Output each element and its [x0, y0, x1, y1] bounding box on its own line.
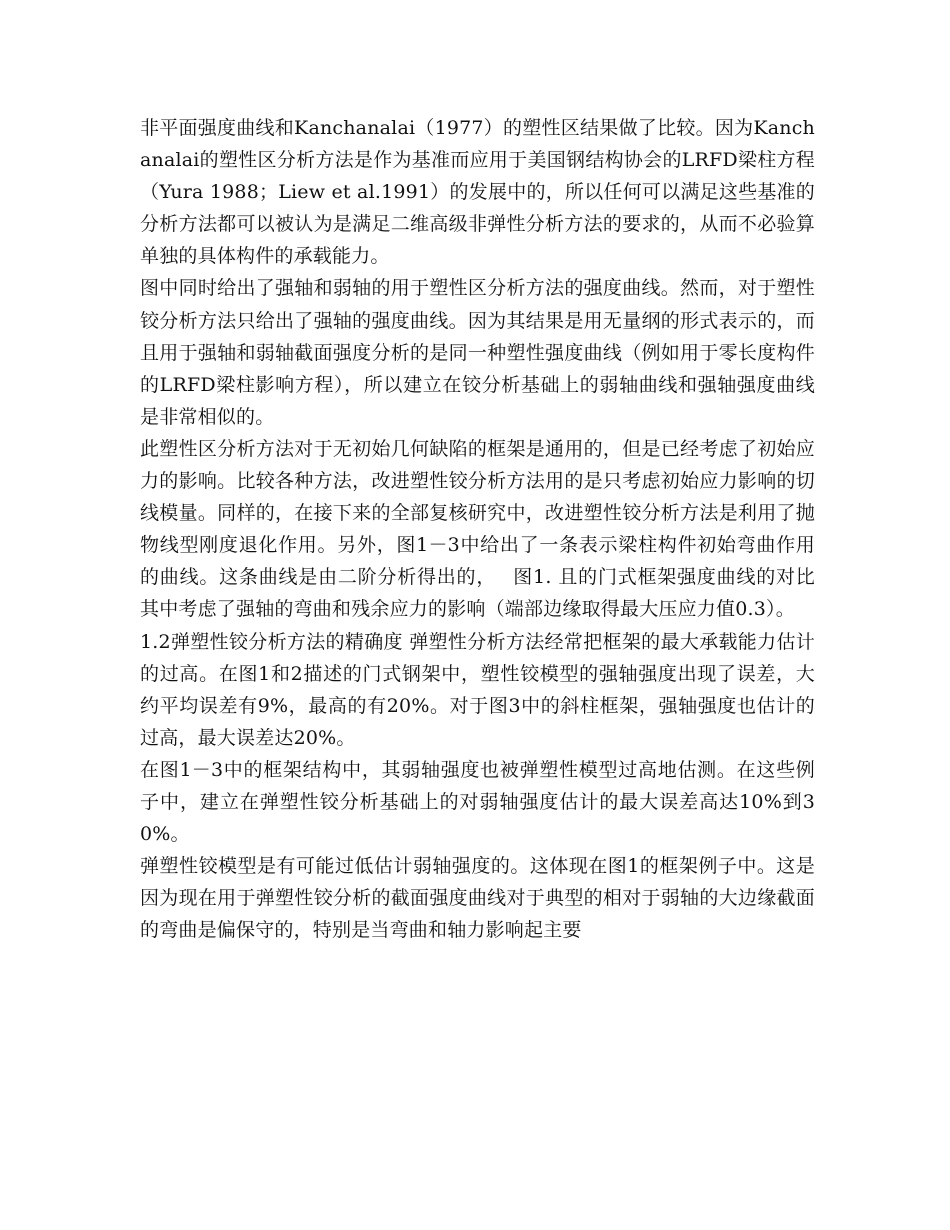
paragraph-1: 非平面强度曲线和Kanchanalai（1977）的塑性区结果做了比较。因为Kanchanalai的塑性区分析方法是作为基准而应用于美国钢结构协会的LRFD梁柱方程（Yura 1988；Liew et al.1991）的发展中的，所以任何可以满足这些基准的分析方法都可以被认为是满足二维高级非弹性分析方法的要求的，从而不必验算单独的具体构件的承载能力。 — [140, 117, 815, 268]
paragraph-2: 图中同时给出了强轴和弱轴的用于塑性区分析方法的强度曲线。然而，对于塑性铰分析方法只给出了强轴的强度曲线。因为其结果是用无量纲的形式表示的，而且用于强轴和弱轴截面强度分析的是同一种塑性强度曲线（例如用于零长度构件的LRFD梁柱影响方程），所以建立在铰分析基础上的弱轴曲线和强轴强度曲线是非常相似的。 — [140, 277, 815, 428]
document-page — [140, 112, 815, 946]
paragraph-5: 在图1－3中的框架结构中，其弱轴强度也被弹塑性模型过高地估测。在这些例子中，建立在弹塑性铰分析基础上的对弱轴强度估计的最大误差高达10%到30%。 — [140, 758, 815, 846]
paragraph-6: 弹塑性铰模型是有可能过低估计弱轴强度的。这体现在图1的框架例子中。这是因为现在用于弹塑性铰分析的截面强度曲线对于典型的相对于弱轴的大边缘截面的弯曲是偏保守的，特别是当弯曲和轴力影响起主要 — [140, 855, 815, 942]
paragraph-3: 此塑性区分析方法对于无初始几何缺陷的框架是通用的，但是已经考虑了初始应力的影响。比较各种方法，改进塑性铰分析方法用的是只考虑初始应力影响的切线模量。同样的，在接下来的全部复核研究中，改进塑性铰分析方法是利用了抛物线型刚度退化作用。另外，图1－3中给出了一条表示梁柱构件初始弯曲作用的曲线。这条曲线是由二阶分析得出的， 图1. 且的门式框架强度曲线的对比 其中考虑了强轴的弯曲和残余应力的影响（端部边缘取得最大压应力值0.3）。 — [140, 437, 815, 621]
paragraph-4: 1.2弹塑性铰分析方法的精确度 弹塑性分析方法经常把框架的最大承载能力估计的过高。在图1和2描述的门式钢架中，塑性铰模型的强轴强度出现了误差，大约平均误差有9%，最高的有20%。对于图3中的斜柱框架，强轴强度也估计的过高，最大误差达20%。 — [140, 630, 815, 749]
